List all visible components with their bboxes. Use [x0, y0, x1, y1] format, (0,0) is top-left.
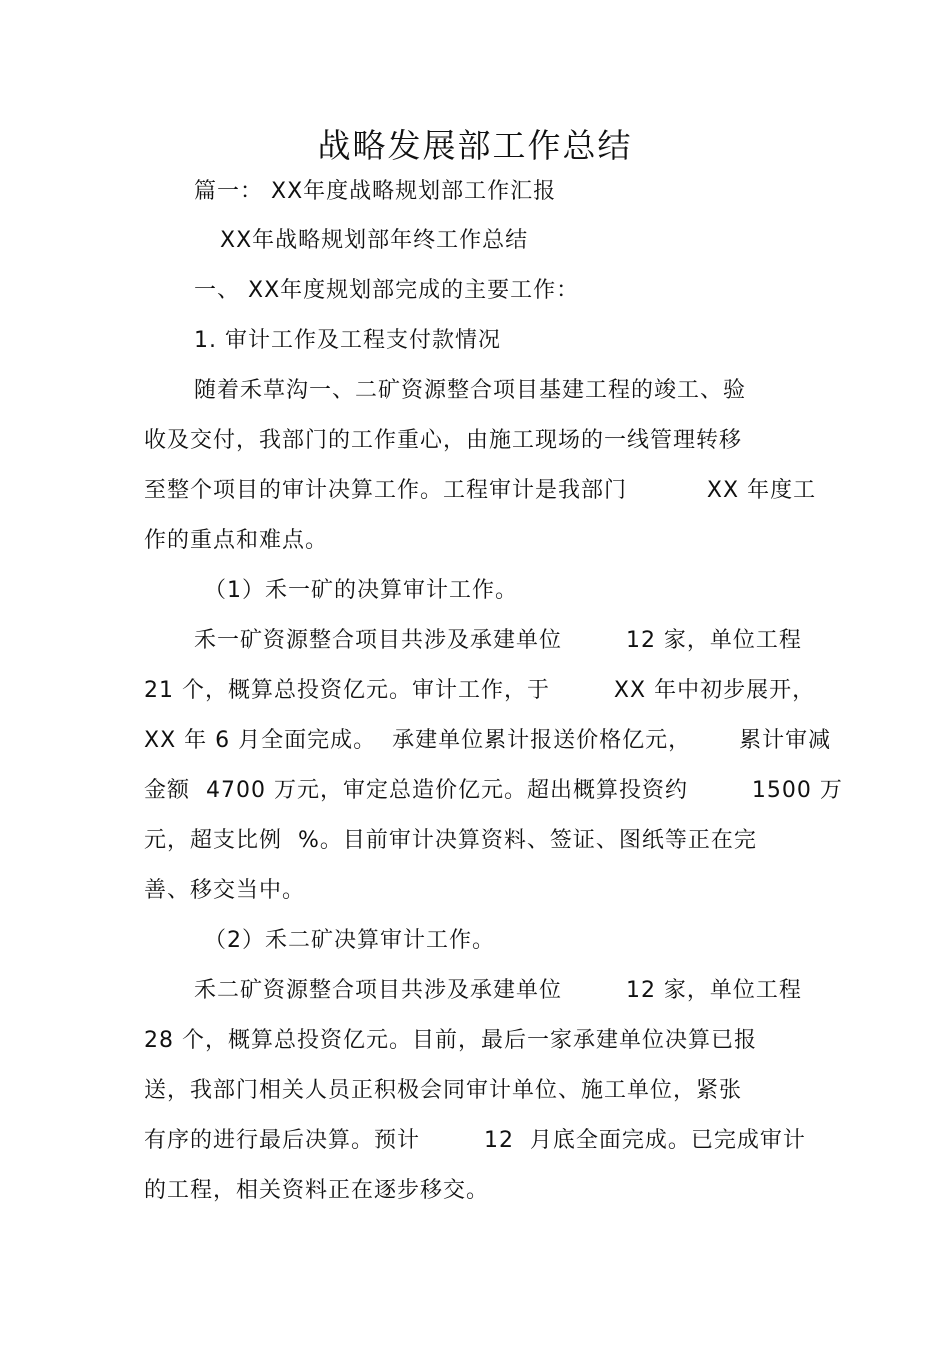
document-title: 战略发展部工作总结: [317, 126, 633, 165]
text-line: 有序的进行最后决算。预计 12 月底全面完成。已完成审计: [144, 1128, 806, 1153]
text-line: 作的重点和难点。: [144, 528, 329, 553]
section-heading: 一、 XX年度规划部完成的主要工作：: [194, 278, 580, 303]
subsection-heading: 1. 审计工作及工程支付款情况: [194, 328, 501, 353]
text-line: 至整个项目的审计决算工作。工程审计是我部门 XX 年度工: [144, 478, 817, 503]
text-line: 禾一矿资源整合项目共涉及承建单位 12 家，单位工程: [194, 628, 802, 653]
text-line: XX年战略规划部年终工作总结: [220, 228, 529, 253]
text-line: 篇一： XX年度战略规划部工作汇报: [194, 179, 557, 204]
text-line: 21 个，概算总投资亿元。审计工作，于 XX 年中初步展开，: [144, 678, 816, 703]
text-line: 金额 4700 万元，审定总造价亿元。超出概算投资约 1500 万: [144, 778, 843, 803]
item-heading: （2）禾二矿决算审计工作。: [204, 928, 495, 953]
text-line: XX 年 6 月全面完成。 承建单位累计报送价格亿元， 累计审减: [144, 728, 832, 753]
text-line: 元，超支比例 %。目前审计决算资料、签证、图纸等正在完: [144, 828, 757, 853]
text-line: 收及交付，我部门的工作重心，由施工现场的一线管理转移: [144, 428, 743, 453]
text-line: 善、移交当中。: [144, 878, 306, 903]
item-heading: （1）禾一矿的决算审计工作。: [204, 578, 518, 603]
text-line: 随着禾草沟一、二矿资源整合项目基建工程的竣工、验: [194, 378, 747, 403]
text-line: 送，我部门相关人员正积极会同审计单位、施工单位，紧张: [144, 1078, 743, 1103]
text-line: 28 个，概算总投资亿元。目前，最后一家承建单位决算已报: [144, 1028, 757, 1053]
text-line: 禾二矿资源整合项目共涉及承建单位 12 家，单位工程: [194, 978, 802, 1003]
text-line: 的工程，相关资料正在逐步移交。: [144, 1178, 490, 1203]
